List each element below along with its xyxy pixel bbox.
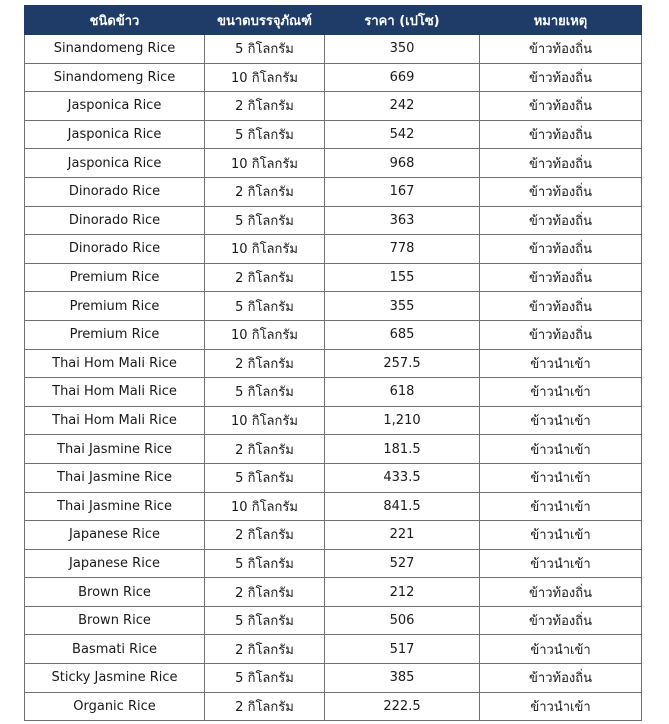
cell-rice-type: Sticky Jasmine Rice xyxy=(25,664,205,693)
cell-package-size: 5 กิโลกรัม xyxy=(205,378,325,407)
cell-note: ข้าวท้องถิ่น xyxy=(480,149,642,178)
table-body xyxy=(25,35,642,721)
table-row xyxy=(25,120,642,149)
cell-note: ข้าวนำเข้า xyxy=(480,463,642,492)
table-row xyxy=(25,35,642,64)
cell-price: 517 xyxy=(325,635,480,664)
header-row xyxy=(25,6,642,35)
cell-rice-type: Premium Rice xyxy=(25,320,205,349)
cell-note: ข้าวท้องถิ่น xyxy=(480,63,642,92)
cell-price: 685 xyxy=(325,320,480,349)
cell-price: 669 xyxy=(325,63,480,92)
cell-price: 167 xyxy=(325,177,480,206)
cell-package-size: 2 กิโลกรัม xyxy=(205,435,325,464)
table-row xyxy=(25,263,642,292)
cell-package-size: 2 กิโลกรัม xyxy=(205,92,325,121)
table-row xyxy=(25,206,642,235)
cell-price: 506 xyxy=(325,606,480,635)
cell-note: ข้าวนำเข้า xyxy=(480,492,642,521)
cell-note: ข้าวนำเข้า xyxy=(480,349,642,378)
table-row xyxy=(25,149,642,178)
cell-price: 155 xyxy=(325,263,480,292)
cell-rice-type: Thai Hom Mali Rice xyxy=(25,406,205,435)
cell-price: 527 xyxy=(325,549,480,578)
cell-package-size: 5 กิโลกรัม xyxy=(205,35,325,64)
table-row xyxy=(25,692,642,721)
table-row xyxy=(25,578,642,607)
table-row xyxy=(25,606,642,635)
cell-price: 433.5 xyxy=(325,463,480,492)
table-row xyxy=(25,177,642,206)
cell-price: 968 xyxy=(325,149,480,178)
cell-price: 212 xyxy=(325,578,480,607)
cell-note: ข้าวท้องถิ่น xyxy=(480,120,642,149)
cell-rice-type: Sinandomeng Rice xyxy=(25,63,205,92)
cell-rice-type: Thai Hom Mali Rice xyxy=(25,349,205,378)
cell-package-size: 2 กิโลกรัม xyxy=(205,578,325,607)
cell-rice-type: Jasponica Rice xyxy=(25,120,205,149)
cell-note: ข้าวนำเข้า xyxy=(480,406,642,435)
cell-rice-type: Jasponica Rice xyxy=(25,92,205,121)
table-row xyxy=(25,378,642,407)
cell-rice-type: Thai Hom Mali Rice xyxy=(25,378,205,407)
cell-rice-type: Organic Rice xyxy=(25,692,205,721)
cell-package-size: 10 กิโลกรัม xyxy=(205,406,325,435)
cell-package-size: 2 กิโลกรัม xyxy=(205,263,325,292)
cell-note: ข้าวนำเข้า xyxy=(480,435,642,464)
cell-rice-type: Japanese Rice xyxy=(25,521,205,550)
cell-note: ข้าวนำเข้า xyxy=(480,692,642,721)
cell-note: ข้าวท้องถิ่น xyxy=(480,263,642,292)
table-row xyxy=(25,320,642,349)
cell-note: ข้าวนำเข้า xyxy=(480,635,642,664)
cell-rice-type: Brown Rice xyxy=(25,606,205,635)
cell-package-size: 10 กิโลกรัม xyxy=(205,63,325,92)
cell-price: 618 xyxy=(325,378,480,407)
cell-note: ข้าวท้องถิ่น xyxy=(480,235,642,264)
cell-note: ข้าวนำเข้า xyxy=(480,378,642,407)
cell-package-size: 2 กิโลกรัม xyxy=(205,635,325,664)
cell-note: ข้าวท้องถิ่น xyxy=(480,664,642,693)
cell-note: ข้าวท้องถิ่น xyxy=(480,320,642,349)
cell-price: 542 xyxy=(325,120,480,149)
cell-price: 257.5 xyxy=(325,349,480,378)
cell-rice-type: Basmati Rice xyxy=(25,635,205,664)
cell-price: 181.5 xyxy=(325,435,480,464)
cell-note: ข้าวท้องถิ่น xyxy=(480,292,642,321)
cell-note: ข้าวนำเข้า xyxy=(480,549,642,578)
cell-package-size: 2 กิโลกรัม xyxy=(205,349,325,378)
cell-package-size: 2 กิโลกรัม xyxy=(205,521,325,550)
table-row xyxy=(25,492,642,521)
cell-price: 841.5 xyxy=(325,492,480,521)
cell-package-size: 10 กิโลกรัม xyxy=(205,492,325,521)
header-price: ราคา (เปโซ) xyxy=(325,6,480,35)
cell-rice-type: Thai Jasmine Rice xyxy=(25,435,205,464)
cell-price: 242 xyxy=(325,92,480,121)
cell-package-size: 5 กิโลกรัม xyxy=(205,120,325,149)
table-row xyxy=(25,292,642,321)
cell-package-size: 5 กิโลกรัม xyxy=(205,549,325,578)
table-row xyxy=(25,92,642,121)
cell-package-size: 5 กิโลกรัม xyxy=(205,463,325,492)
cell-note: ข้าวท้องถิ่น xyxy=(480,606,642,635)
cell-price: 385 xyxy=(325,664,480,693)
table-row xyxy=(25,235,642,264)
cell-note: ข้าวนำเข้า xyxy=(480,521,642,550)
cell-note: ข้าวท้องถิ่น xyxy=(480,578,642,607)
table-row xyxy=(25,63,642,92)
cell-package-size: 10 กิโลกรัม xyxy=(205,149,325,178)
table-row xyxy=(25,349,642,378)
cell-rice-type: Japanese Rice xyxy=(25,549,205,578)
cell-package-size: 5 กิโลกรัม xyxy=(205,664,325,693)
cell-rice-type: Premium Rice xyxy=(25,292,205,321)
cell-price: 363 xyxy=(325,206,480,235)
cell-note: ข้าวท้องถิ่น xyxy=(480,92,642,121)
table-row xyxy=(25,664,642,693)
cell-package-size: 2 กิโลกรัม xyxy=(205,177,325,206)
cell-rice-type: Sinandomeng Rice xyxy=(25,35,205,64)
rice-price-table-container xyxy=(24,5,641,721)
table-header xyxy=(25,6,642,35)
table-row xyxy=(25,435,642,464)
cell-rice-type: Premium Rice xyxy=(25,263,205,292)
cell-price: 350 xyxy=(325,35,480,64)
table-row xyxy=(25,635,642,664)
cell-rice-type: Dinorado Rice xyxy=(25,235,205,264)
cell-rice-type: Thai Jasmine Rice xyxy=(25,463,205,492)
cell-note: ข้าวท้องถิ่น xyxy=(480,206,642,235)
cell-rice-type: Brown Rice xyxy=(25,578,205,607)
table-row xyxy=(25,549,642,578)
cell-rice-type: Jasponica Rice xyxy=(25,149,205,178)
cell-package-size: 5 กิโลกรัม xyxy=(205,292,325,321)
cell-note: ข้าวท้องถิ่น xyxy=(480,177,642,206)
cell-note: ข้าวท้องถิ่น xyxy=(480,35,642,64)
cell-price: 355 xyxy=(325,292,480,321)
header-package-size: ขนาดบรรจุภัณฑ์ xyxy=(205,6,325,35)
cell-price: 221 xyxy=(325,521,480,550)
cell-rice-type: Thai Jasmine Rice xyxy=(25,492,205,521)
table-row xyxy=(25,406,642,435)
cell-rice-type: Dinorado Rice xyxy=(25,177,205,206)
table-row xyxy=(25,521,642,550)
cell-price: 1,210 xyxy=(325,406,480,435)
cell-price: 778 xyxy=(325,235,480,264)
cell-package-size: 5 กิโลกรัม xyxy=(205,606,325,635)
table-row xyxy=(25,463,642,492)
header-note: หมายเหตุ xyxy=(480,6,642,35)
cell-package-size: 2 กิโลกรัม xyxy=(205,692,325,721)
rice-price-table xyxy=(24,5,642,721)
header-rice-type: ชนิดข้าว xyxy=(25,6,205,35)
cell-rice-type: Dinorado Rice xyxy=(25,206,205,235)
cell-price: 222.5 xyxy=(325,692,480,721)
cell-package-size: 10 กิโลกรัม xyxy=(205,235,325,264)
cell-package-size: 10 กิโลกรัม xyxy=(205,320,325,349)
cell-package-size: 5 กิโลกรัม xyxy=(205,206,325,235)
